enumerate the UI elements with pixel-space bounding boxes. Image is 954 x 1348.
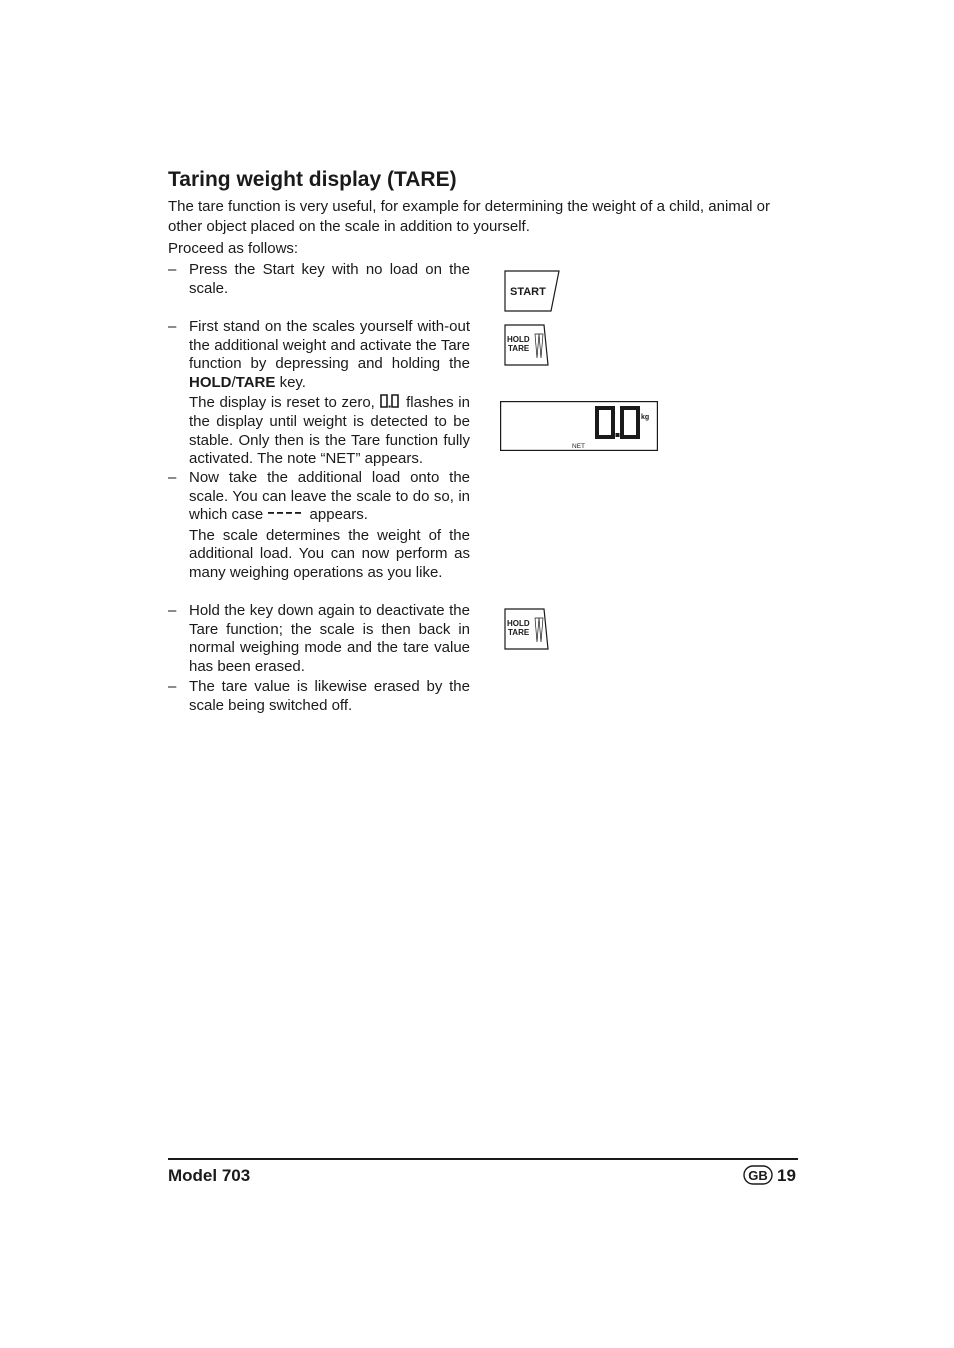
step-text: Press the Start key with no load on the scale. xyxy=(189,261,470,297)
hold-tare-key-illustration xyxy=(504,608,550,650)
hold-tare-key-illustration xyxy=(504,324,550,366)
tare-key-label: TARE xyxy=(235,373,276,391)
start-key-illustration xyxy=(504,270,560,312)
step-text: Now take the additional load onto the scale. You can leave the scale to do so, in which case appears. xyxy=(189,469,470,524)
net-indicator: NET xyxy=(572,443,585,450)
step-switch-off xyxy=(168,678,470,715)
bullet-dash: – xyxy=(168,318,177,335)
step-activate-tare xyxy=(168,318,470,469)
zero-display-glyph xyxy=(379,394,401,409)
bullet-dash: – xyxy=(168,602,177,619)
hold-key-label: HOLD xyxy=(189,373,232,391)
bullet-dash: – xyxy=(168,261,177,278)
model-name: Model 703 xyxy=(168,1166,251,1185)
step-text: The tare value is likewise erased by the scale being switched off. xyxy=(189,678,470,714)
page-number: 19 xyxy=(777,1166,796,1185)
step-followup-text: The scale determines the weight of the additional load. You can now perform as many weighing operations as you like. xyxy=(189,526,470,581)
page-title: Taring weight display (TARE) xyxy=(168,168,457,191)
net-display-illustration xyxy=(500,401,658,451)
footer-divider xyxy=(168,1158,798,1160)
step-text: First stand on the scales yourself with-out the additional weight and activate the Tare function by depressing and holding the HOLD/TARE key. xyxy=(189,318,470,391)
start-key-label: START xyxy=(510,286,546,298)
tare-label: TARE xyxy=(508,628,530,637)
step-deactivate-tare xyxy=(168,602,470,676)
dashes-display-glyph xyxy=(267,509,305,521)
step-take-load xyxy=(168,469,470,583)
hold-label: HOLD xyxy=(507,335,530,344)
step-text: Hold the key down again to deactivate the Tare function; the scale is then back in normal weighing mode and the tare value has been erased. xyxy=(189,602,470,675)
step-followup-text: The display is reset to zero, flashes in the display until weight is detected to be stable. Only then is the Tare function fully activated. The note “NET” appears. xyxy=(189,394,470,468)
tare-label: TARE xyxy=(508,344,530,353)
unit-label: kg xyxy=(641,414,650,421)
proceed-label: Proceed as follows: xyxy=(168,240,299,257)
bullet-dash: – xyxy=(168,469,177,486)
country-badge xyxy=(743,1165,773,1185)
bullet-dash: – xyxy=(168,678,177,695)
hold-label: HOLD xyxy=(507,619,530,628)
intro-paragraph: The tare function is very useful, for example for determining the weight of a child, animal or other object placed on the scale in addition to yourself. xyxy=(168,198,770,235)
step-press-start xyxy=(168,261,470,298)
country-code: GB xyxy=(748,1168,768,1183)
